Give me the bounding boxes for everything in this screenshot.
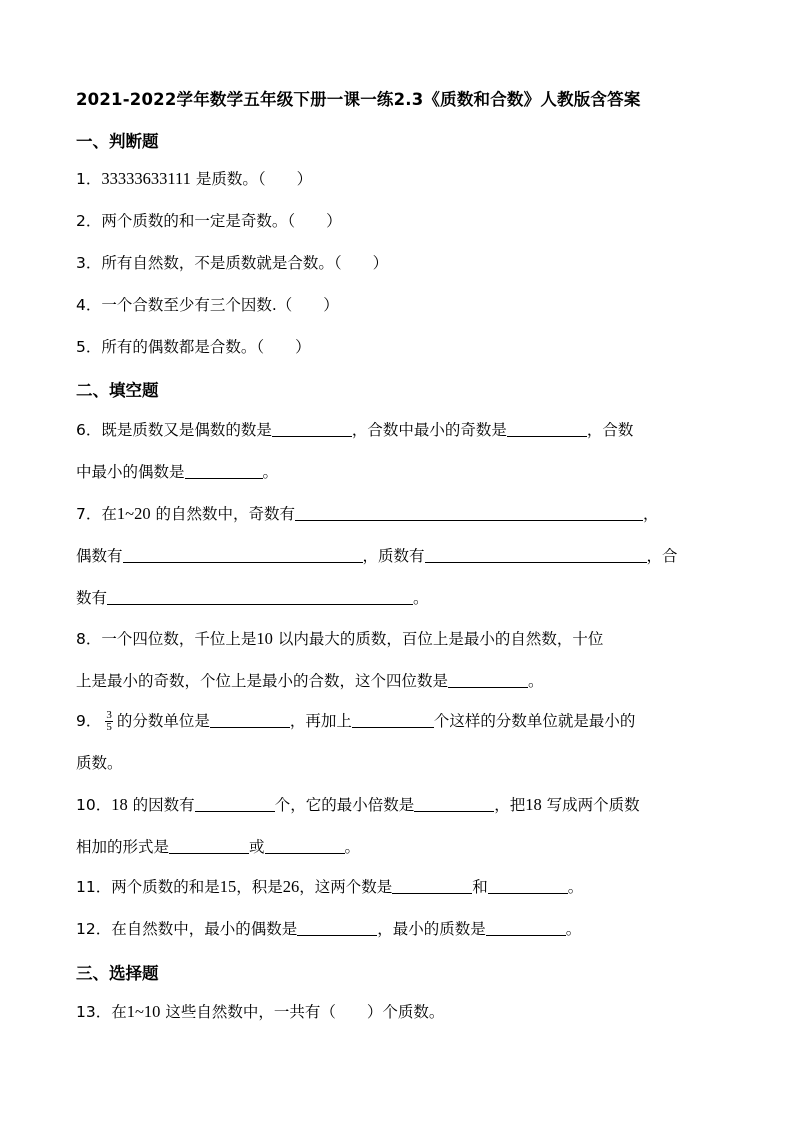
answer-blank[interactable] (169, 836, 249, 854)
question-text: 相加的形式是 (76, 838, 170, 856)
question-text: ，积是 (236, 878, 283, 896)
question-text: ，合数中最小的奇数是 (351, 421, 507, 439)
question-number: 11． (76, 878, 112, 896)
fraction-denominator: 5 (106, 721, 112, 733)
question-text: ，把 (494, 796, 526, 814)
answer-blank[interactable] (488, 876, 568, 894)
question-6-line-1 (76, 419, 633, 441)
question-text: 的分数单位是 (116, 712, 210, 730)
question-text: 在 (111, 1003, 127, 1021)
question-text: 所有自然数，不是质数就是合数。（ ） (101, 254, 389, 272)
question-7-line-1 (76, 503, 659, 525)
number-eighteen: 18 (111, 795, 128, 814)
question-text: 两个质数的和是 (111, 878, 220, 896)
number-product: 26 (282, 877, 300, 896)
question-number: 1． (76, 170, 102, 188)
question-10-line-2 (76, 836, 360, 858)
answer-blank[interactable] (507, 419, 587, 437)
answer-blank[interactable] (265, 836, 345, 854)
question-text: 两个质数的和一定是奇数。（ ） (101, 212, 342, 230)
answer-blank[interactable] (185, 461, 263, 479)
question-text: 上是最小的奇数，个位上是最小的合数，这个四位数是 (76, 672, 449, 690)
question-text: 在 (101, 505, 117, 523)
question-text: 既是质数又是偶数的数是 (101, 421, 272, 439)
question-text: 。 (413, 589, 429, 607)
question-4 (76, 294, 339, 316)
question-text: 一个合数至少有三个因数.（ ） (101, 296, 339, 314)
answer-blank[interactable] (486, 918, 566, 936)
question-number: 9． (76, 712, 102, 730)
question-text: 一个四位数，千位上是 (101, 630, 257, 648)
question-text: 。 (528, 672, 544, 690)
question-text: 质数。 (76, 754, 123, 772)
question-text: 的自然数中，奇数有 (155, 505, 296, 523)
number-range: 1~10 (126, 1002, 161, 1021)
question-12 (76, 918, 581, 940)
question-number: 8． (76, 630, 102, 648)
section-heading-judgment: 一、判断题 (76, 132, 159, 151)
number-sum: 15 (219, 877, 237, 896)
question-text: 。 (565, 920, 582, 938)
question-2 (76, 210, 342, 232)
question-text: ，合数 (586, 421, 634, 439)
answer-blank[interactable] (425, 545, 647, 563)
question-text: 。 (567, 878, 584, 896)
fraction (105, 710, 113, 733)
question-text: ，再加上 (289, 712, 352, 730)
number-ten: 10 (256, 629, 273, 648)
question-text: 是质数。（ ） (190, 170, 313, 188)
question-8-line-2 (76, 670, 544, 692)
answer-blank[interactable] (123, 545, 363, 563)
question-number: 6． (76, 421, 102, 439)
question-text: 的因数有 (132, 796, 195, 814)
question-5 (76, 336, 311, 358)
number-eighteen: 18 (525, 795, 542, 814)
question-text: 在自然数中，最小的偶数是 (111, 920, 298, 938)
question-text: ，这两个数是 (299, 878, 393, 896)
fraction-numerator: 3 (106, 709, 112, 721)
question-text: 以内最大的质数，百位上是最小的自然数，十位 (277, 630, 604, 648)
section-heading-fill-blank: 二、填空题 (76, 381, 159, 400)
question-1 (76, 168, 312, 190)
document-title: 2021-2022学年数学五年级下册一课一练2.3《质数和合数》人教版含答案 (76, 90, 641, 109)
answer-blank[interactable] (448, 670, 528, 688)
question-9-line-1 (76, 710, 635, 733)
question-text: 个，它的最小倍数是 (274, 796, 415, 814)
answer-blank[interactable] (352, 710, 434, 728)
question-text: 。 (262, 463, 279, 481)
question-text: ， (643, 505, 659, 523)
question-text: ，最小的质数是 (377, 920, 486, 938)
answer-blank[interactable] (107, 587, 413, 605)
question-number: 12． (76, 920, 112, 938)
question-7-line-2 (76, 545, 678, 567)
question-text: ，质数有 (362, 547, 425, 565)
question-text: 偶数有 (76, 547, 123, 565)
question-7-line-3 (76, 587, 429, 609)
question-text: 这些自然数中，一共有（ ）个质数。 (165, 1003, 445, 1021)
question-number: 4． (76, 296, 102, 314)
answer-blank[interactable] (414, 794, 494, 812)
number-range: 1~20 (116, 504, 151, 523)
question-text: 和 (472, 878, 488, 896)
answer-blank[interactable] (272, 419, 352, 437)
question-13 (76, 1001, 444, 1023)
question-6-line-2 (76, 461, 278, 483)
question-text: ，合 (646, 547, 678, 565)
answer-blank[interactable] (195, 794, 275, 812)
question-number: 2． (76, 212, 102, 230)
question-number: 13． (76, 1003, 112, 1021)
question-number: 7． (76, 505, 102, 523)
answer-blank[interactable] (210, 710, 290, 728)
question-text: 中最小的偶数是 (76, 463, 185, 481)
question-3 (76, 252, 388, 274)
question-text: 所有的偶数都是合数。（ ） (101, 338, 311, 356)
question-text: 个这样的分数单位就是最小的 (433, 712, 636, 730)
question-11 (76, 876, 583, 898)
question-number: 5． (76, 338, 102, 356)
answer-blank[interactable] (297, 918, 377, 936)
large-number: 33333633111 (101, 169, 191, 188)
question-10-line-1 (76, 794, 640, 816)
answer-blank[interactable] (295, 503, 643, 521)
answer-blank[interactable] (392, 876, 472, 894)
question-text: 数有 (76, 589, 108, 607)
section-heading-multiple-choice: 三、选择题 (76, 964, 159, 983)
question-number: 3． (76, 254, 102, 272)
question-number: 10． (76, 796, 112, 814)
question-text: 。 (344, 838, 361, 856)
question-9-line-2 (76, 752, 123, 774)
question-8-line-1 (76, 628, 603, 650)
question-text: 写成两个质数 (546, 796, 640, 814)
question-text: 或 (249, 838, 265, 856)
